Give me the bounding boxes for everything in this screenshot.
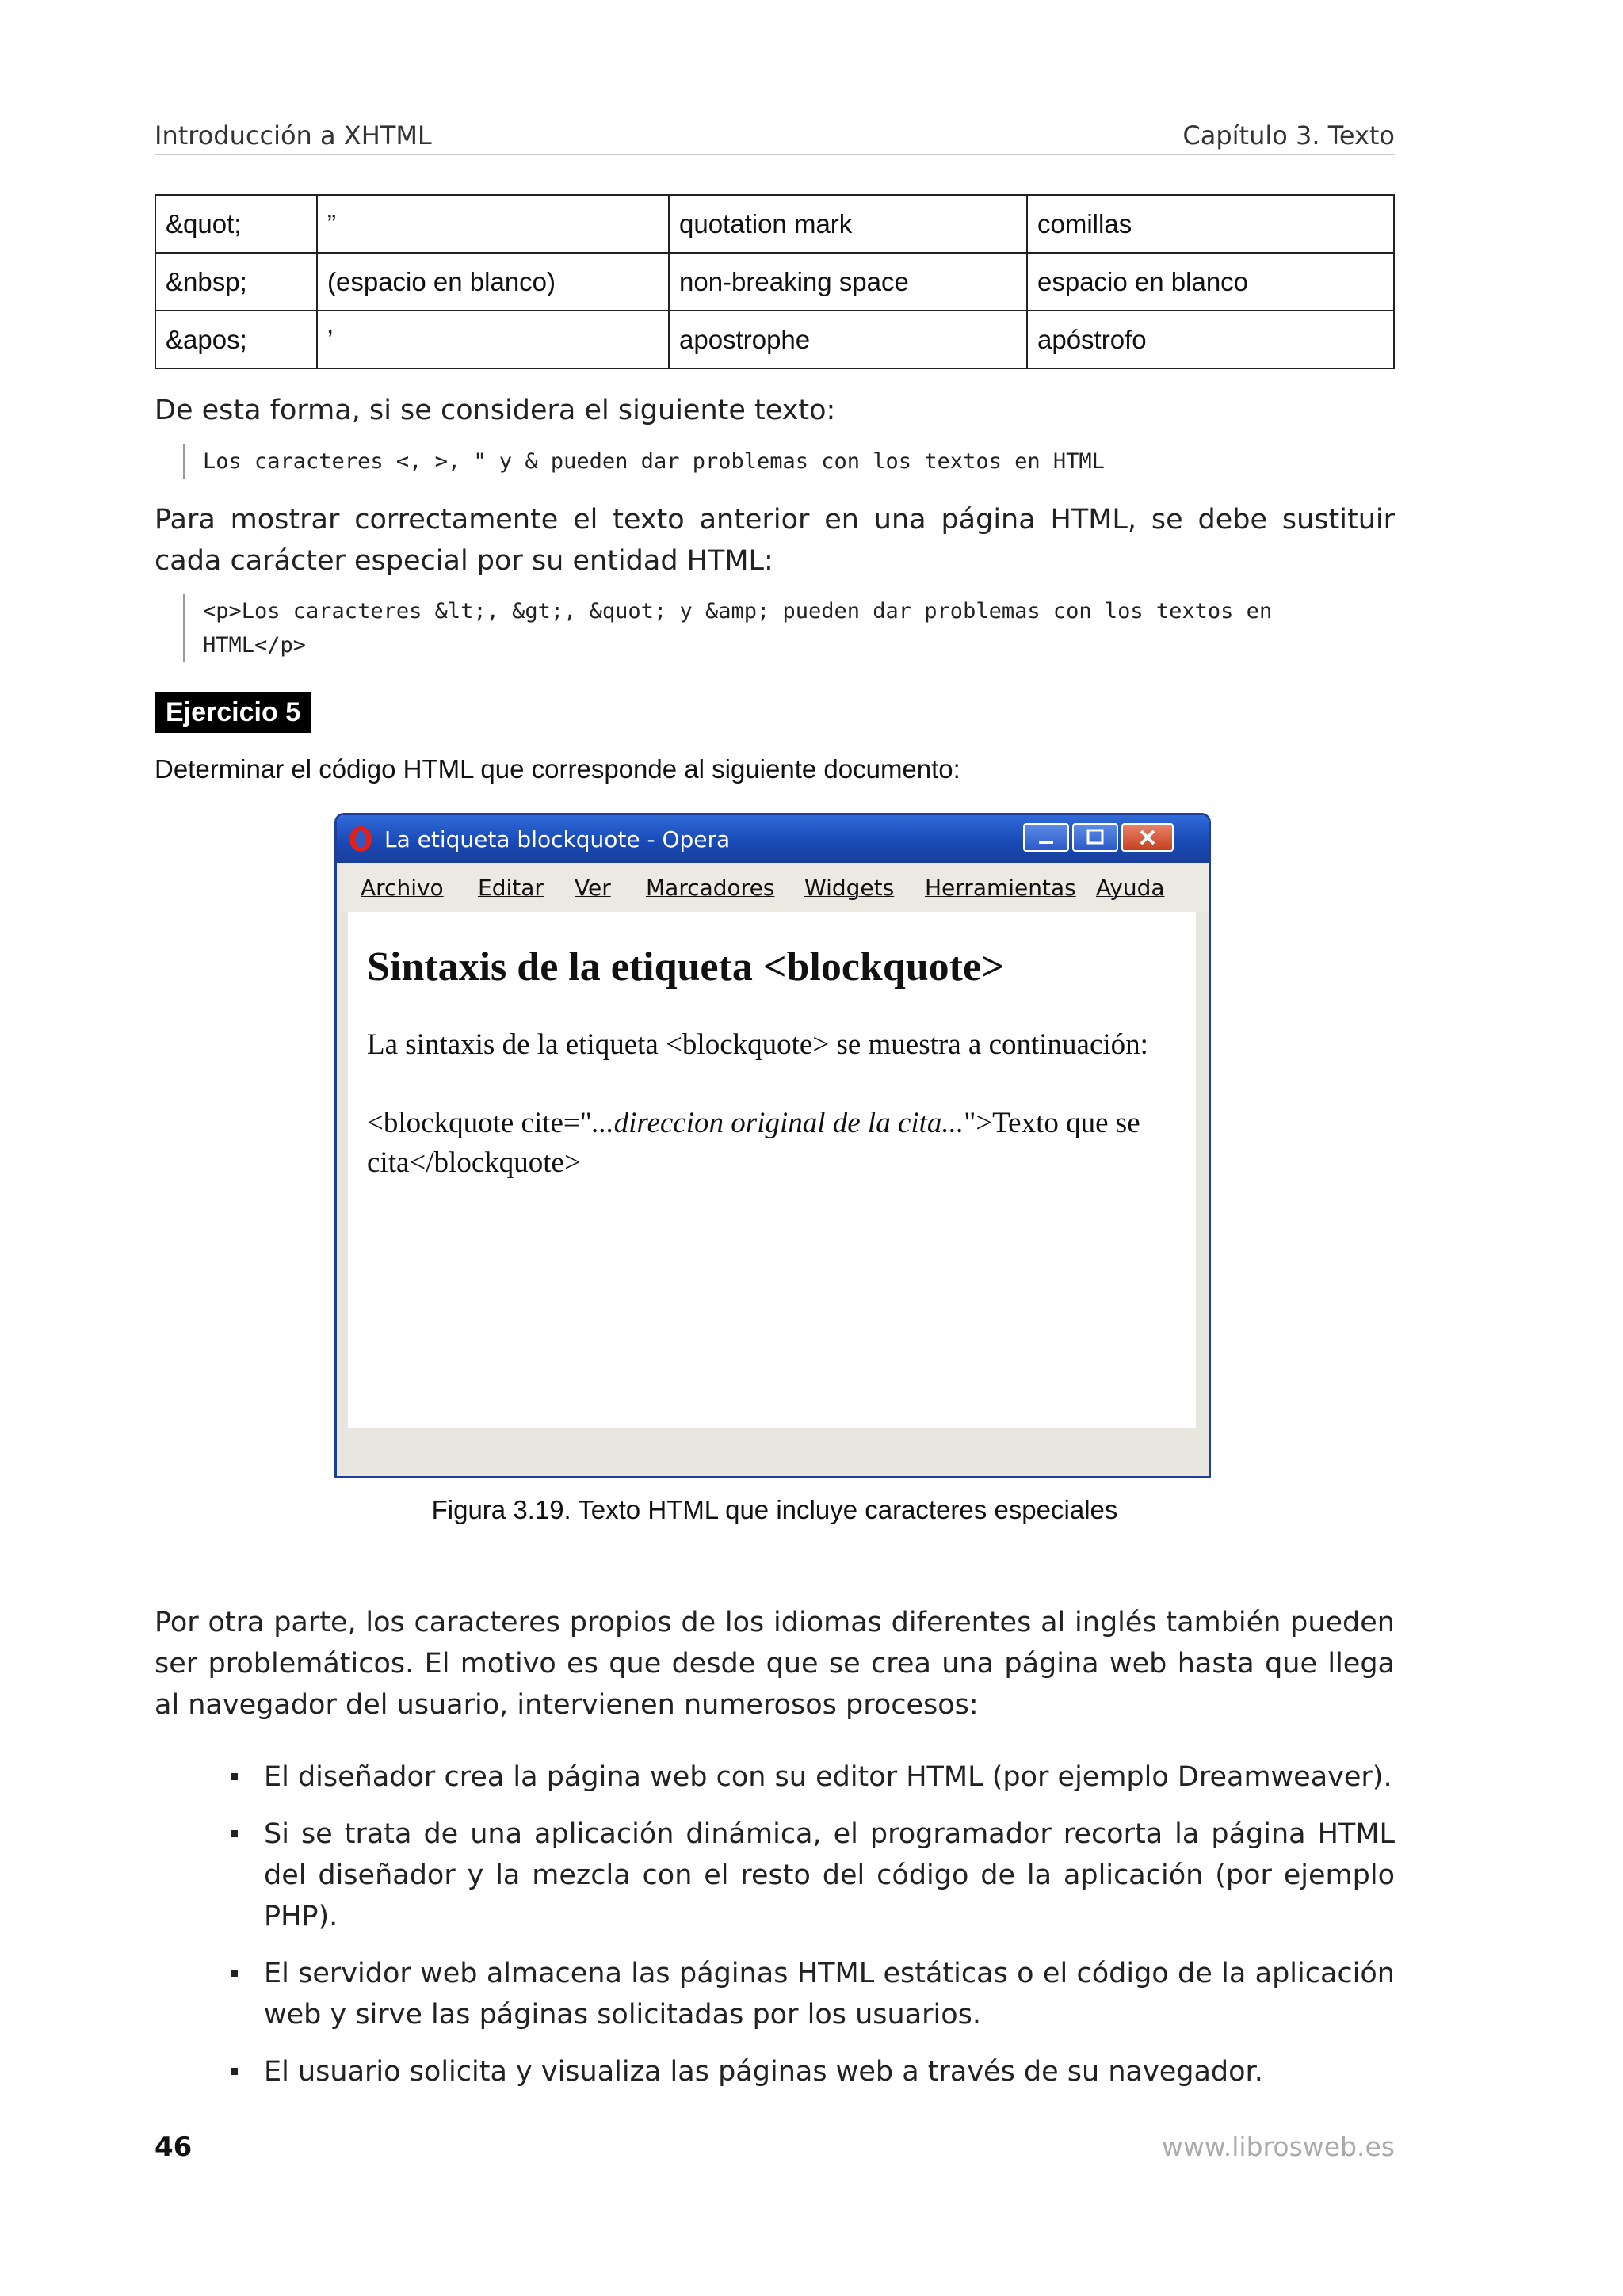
chapter-title: Capítulo 3. Texto xyxy=(1182,120,1395,151)
minimize-button[interactable] xyxy=(1023,823,1069,852)
body-paragraph: Por otra parte, los caracteres propios de los idiomas diferentes al inglés también pueden ser problemáticos. El motivo es que desde que se crea una página web hasta que llega al navegador del usuario, intervienen numerosos procesos: xyxy=(155,1607,1395,1721)
menu-archivo[interactable]: Archivo xyxy=(361,875,444,901)
table-cell: apostrophe xyxy=(669,311,1027,368)
syntax-end: ">Texto que se cita</blockquote> xyxy=(367,1107,1140,1179)
instruction-paragraph: Para mostrar correctamente el texto anterior en una página HTML, se debe sustituir cada carácter especial por su entidad HTML: xyxy=(155,504,1395,577)
close-icon xyxy=(1123,825,1172,850)
menu-marcadores[interactable]: Marcadores xyxy=(646,875,775,901)
table-cell: espacio en blanco xyxy=(1027,253,1394,311)
browser-menubar xyxy=(337,863,1209,912)
bullet-icon xyxy=(231,1830,238,1837)
menu-ver[interactable]: Ver xyxy=(575,875,611,901)
table-cell: ’ xyxy=(317,311,669,368)
table-cell: comillas xyxy=(1027,195,1394,253)
page-number: 46 xyxy=(155,2131,193,2163)
minimize-icon xyxy=(1025,825,1067,850)
menu-editar[interactable]: Editar xyxy=(478,875,544,901)
list-item: El diseñador crea la página web con su editor HTML (por ejemplo Dreamweaver). xyxy=(155,1756,1395,1798)
exercise-text: Determinar el código HTML que corresponde al siguiente documento: xyxy=(155,754,960,784)
exercise-label: Ejercicio 5 xyxy=(155,692,311,733)
figure-caption: Figura 3.19. Texto HTML que incluye caracteres especiales xyxy=(431,1495,1118,1524)
bullet-icon xyxy=(231,2068,238,2075)
close-button[interactable] xyxy=(1121,823,1174,852)
site-url: www.librosweb.es xyxy=(1161,2131,1395,2162)
intro-paragraph: De esta forma, si se considera el siguiente texto: xyxy=(155,395,836,426)
table-cell: apóstrofo xyxy=(1027,311,1394,368)
browser-statusbar xyxy=(337,1428,1209,1478)
syntax-start: <blockquote cite=" xyxy=(367,1107,592,1139)
browser-window-figure xyxy=(334,813,1211,1478)
entities-table xyxy=(155,194,1395,369)
process-list xyxy=(155,1756,1395,2108)
book-title: Introducción a XHTML xyxy=(155,120,432,151)
opera-icon xyxy=(348,825,373,853)
code-block-escaped xyxy=(183,594,1392,662)
table-cell: ” xyxy=(317,195,669,253)
maximize-icon xyxy=(1074,825,1117,850)
list-item: El servidor web almacena las páginas HTML estáticas o el código de la aplicación web y sirve las páginas solicitadas por los usuarios. xyxy=(155,1953,1395,2035)
browser-content xyxy=(348,912,1196,1428)
table-row xyxy=(155,253,1394,311)
table-cell: &quot; xyxy=(155,195,317,253)
list-item: Si se trata de una aplicación dinámica, el programador recorta la página HTML del diseñador y la mezcla con el resto del código de la aplicación (por ejemplo PHP). xyxy=(155,1814,1395,1937)
syntax-italic: ...direccion original de la cita... xyxy=(591,1107,964,1139)
menu-herramientas[interactable]: Herramientas xyxy=(925,875,1076,901)
code-line: Los caracteres <, >, " y & pueden dar problemas con los textos en HTML xyxy=(203,449,1105,474)
bullet-icon xyxy=(231,1773,238,1780)
blockquote-syntax xyxy=(367,1104,1175,1183)
menu-ayuda[interactable]: Ayuda xyxy=(1096,875,1165,901)
menu-widgets[interactable]: Widgets xyxy=(804,875,895,901)
browser-title: La etiqueta blockquote - Opera xyxy=(384,826,731,852)
table-cell: quotation mark xyxy=(669,195,1027,253)
maximize-button[interactable] xyxy=(1072,823,1118,852)
table-row xyxy=(155,311,1394,368)
table-cell: &nbsp; xyxy=(155,253,317,311)
content-paragraph: La sintaxis de la etiqueta <blockquote> se muestra a continuación: xyxy=(367,1028,1148,1061)
table-cell: &apos; xyxy=(155,311,317,368)
browser-titlebar xyxy=(337,815,1209,863)
code-line: HTML</p> xyxy=(203,633,307,658)
list-item: El usuario solicita y visualiza las páginas web a través de su navegador. xyxy=(155,2051,1395,2092)
table-cell: (espacio en blanco) xyxy=(317,253,669,311)
bullet-icon xyxy=(231,1970,238,1977)
code-line: <p>Los caracteres &lt;, &gt;, &quot; y &amp; pueden dar problemas con los textos en xyxy=(203,599,1273,624)
code-block-plain xyxy=(183,444,1392,479)
page-heading: Sintaxis de la etiqueta <blockquote> xyxy=(367,944,1005,990)
table-cell: non-breaking space xyxy=(669,253,1027,311)
page-header xyxy=(155,117,1395,155)
table-row xyxy=(155,195,1394,253)
